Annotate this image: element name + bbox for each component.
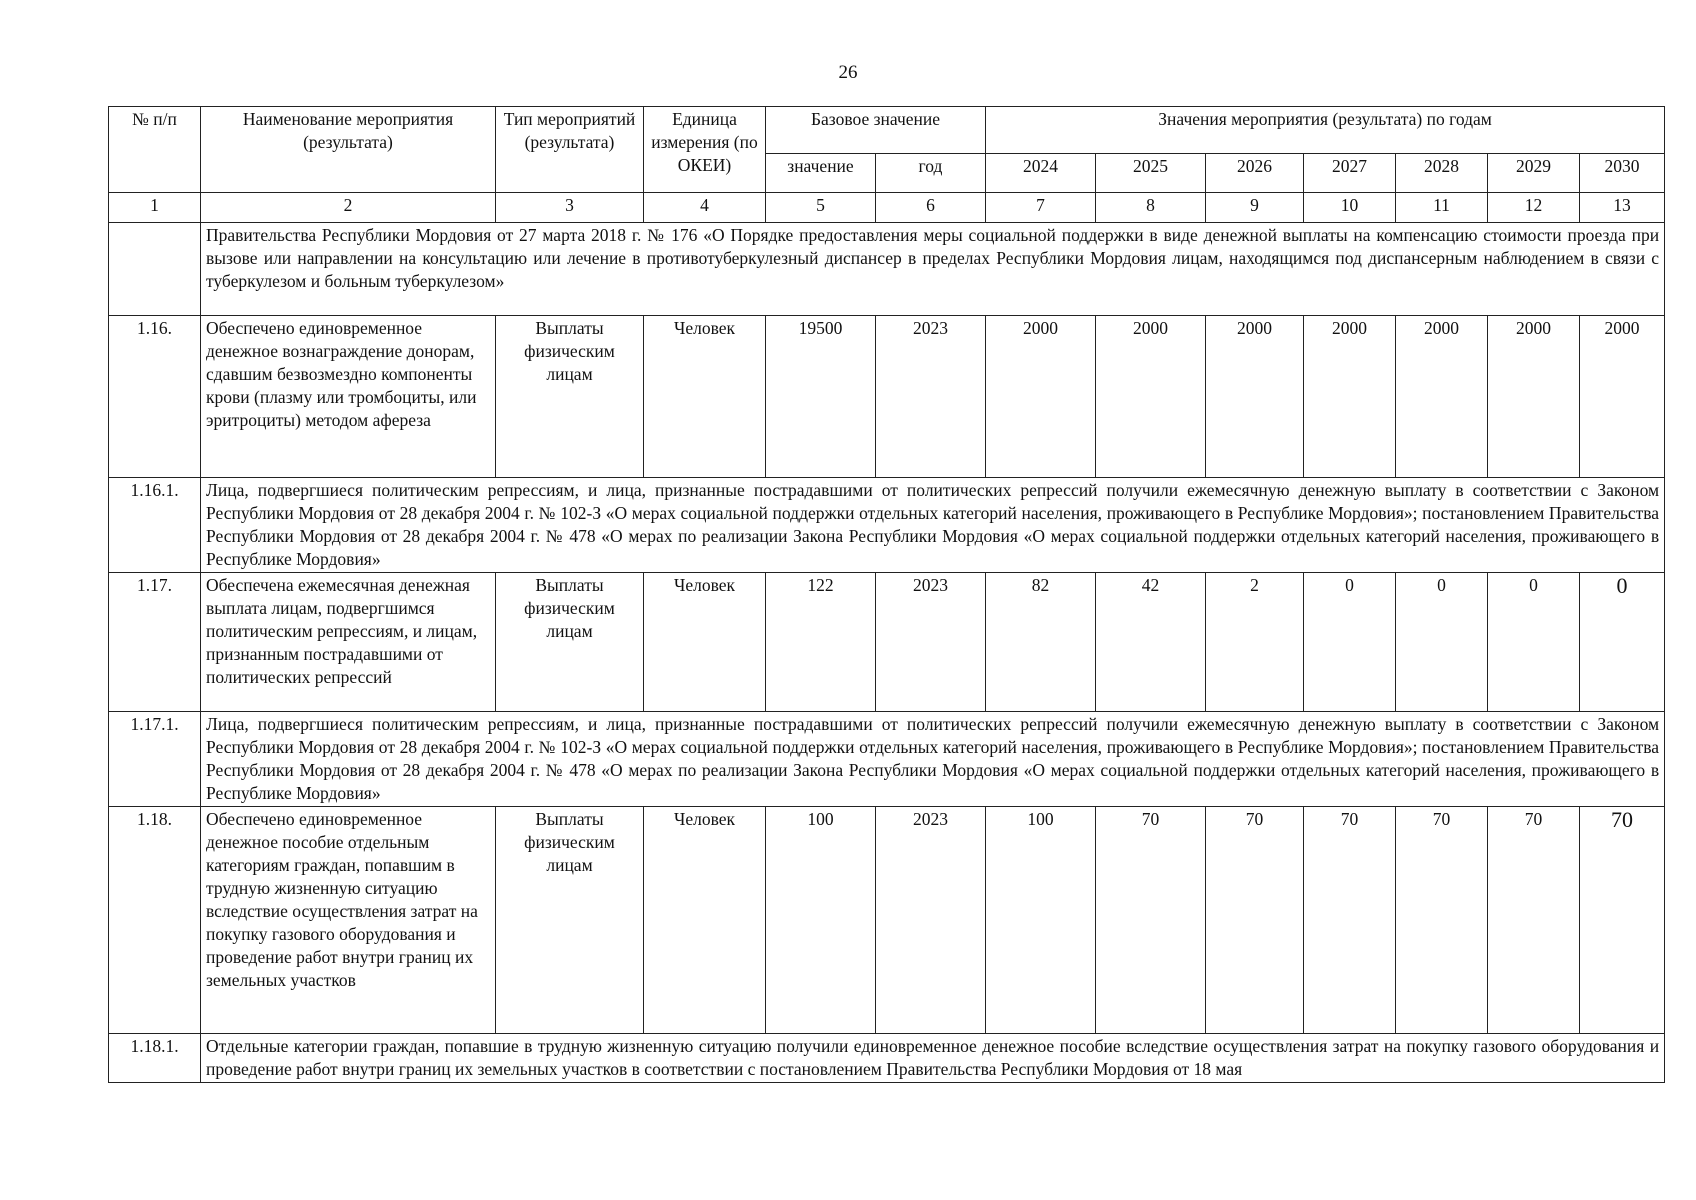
header-years-title: Значения мероприятия (результата) по годам bbox=[986, 107, 1665, 154]
header-name: Наименование мероприятия (результата) bbox=[201, 107, 496, 193]
row-year-value: 70 bbox=[1304, 807, 1396, 1034]
table-row bbox=[109, 807, 1665, 1034]
row-name: Обеспечена ежемесячная денежная выплата лицам, подвергшимся политическим репрессиям, и лицам, признанным пострадавшими от политических репрессий bbox=[201, 573, 496, 712]
column-number: 4 bbox=[644, 193, 766, 223]
row-type: Выплаты физическим лицам bbox=[496, 573, 644, 712]
row-year-value: 70 bbox=[1488, 807, 1580, 1034]
row-year-value: 0 bbox=[1580, 573, 1665, 712]
column-number: 9 bbox=[1206, 193, 1304, 223]
row-type: Выплаты физическим лицам bbox=[496, 316, 644, 478]
column-numbers-row bbox=[109, 193, 1665, 223]
row-year-value: 2000 bbox=[1396, 316, 1488, 478]
row-base-value: 100 bbox=[766, 807, 876, 1034]
row-unit: Человек bbox=[644, 316, 766, 478]
row-year-value: 2000 bbox=[1304, 316, 1396, 478]
row-base-value: 19500 bbox=[766, 316, 876, 478]
header-year: 2028 bbox=[1396, 154, 1488, 193]
header-year: 2030 bbox=[1580, 154, 1665, 193]
row-year-value: 70 bbox=[1096, 807, 1206, 1034]
header-type: Тип мероприятий (результата) bbox=[496, 107, 644, 193]
header-year: 2026 bbox=[1206, 154, 1304, 193]
row-year-value: 2000 bbox=[1096, 316, 1206, 478]
header-base-year: год bbox=[876, 154, 986, 193]
header-year: 2025 bbox=[1096, 154, 1206, 193]
header-year: 2027 bbox=[1304, 154, 1396, 193]
column-number: 2 bbox=[201, 193, 496, 223]
column-number: 7 bbox=[986, 193, 1096, 223]
column-number: 6 bbox=[876, 193, 986, 223]
column-number: 11 bbox=[1396, 193, 1488, 223]
row-year-value: 2000 bbox=[1488, 316, 1580, 478]
column-number: 13 bbox=[1580, 193, 1665, 223]
column-number: 1 bbox=[109, 193, 201, 223]
continuation-row bbox=[109, 223, 1665, 316]
column-number: 12 bbox=[1488, 193, 1580, 223]
result-text: Лица, подвергшиеся политическим репрессиям, и лица, признанные пострадавшими от политических репрессий получили ежемесячную денежную выплату в соответствии с Законом Республики Мордовия от 28 декабря 2004 г. № 102-З «О мерах социальной поддержки отдельных категорий населения, проживающего в Республике Мордовия»; постановлением Правительства Республики Мордовия от 28 декабря 2004 г. № 478 «О мерах по реализации Закона Республики Мордовия «О мерах социальной поддержки отдельных категорий населения, проживающего в Республике Мордовия» bbox=[201, 478, 1665, 573]
result-num: 1.17.1. bbox=[109, 712, 201, 807]
row-unit: Человек bbox=[644, 807, 766, 1034]
row-unit: Человек bbox=[644, 573, 766, 712]
row-year-value: 0 bbox=[1396, 573, 1488, 712]
header-row bbox=[109, 107, 1665, 154]
continuation-num-cell bbox=[109, 223, 201, 316]
table-row bbox=[109, 573, 1665, 712]
row-year-value: 70 bbox=[1396, 807, 1488, 1034]
result-row bbox=[109, 478, 1665, 573]
result-num: 1.16.1. bbox=[109, 478, 201, 573]
row-year-value: 2000 bbox=[1580, 316, 1665, 478]
row-year-value: 82 bbox=[986, 573, 1096, 712]
result-num: 1.18.1. bbox=[109, 1034, 201, 1083]
column-number: 8 bbox=[1096, 193, 1206, 223]
row-year-value: 2000 bbox=[986, 316, 1096, 478]
column-number: 10 bbox=[1304, 193, 1396, 223]
page-number: 26 bbox=[838, 62, 858, 83]
row-num: 1.18. bbox=[109, 807, 201, 1034]
row-base-year: 2023 bbox=[876, 573, 986, 712]
row-year-value: 0 bbox=[1304, 573, 1396, 712]
row-year-value: 2000 bbox=[1206, 316, 1304, 478]
row-type: Выплаты физическим лицам bbox=[496, 807, 644, 1034]
header-year: 2029 bbox=[1488, 154, 1580, 193]
result-row bbox=[109, 712, 1665, 807]
row-num: 1.16. bbox=[109, 316, 201, 478]
row-year-value: 0 bbox=[1488, 573, 1580, 712]
column-number: 3 bbox=[496, 193, 644, 223]
row-base-year: 2023 bbox=[876, 316, 986, 478]
header-unit: Единица измерения (по ОКЕИ) bbox=[644, 107, 766, 193]
row-base-year: 2023 bbox=[876, 807, 986, 1034]
header-year: 2024 bbox=[986, 154, 1096, 193]
result-text: Лица, подвергшиеся политическим репрессиям, и лица, признанные пострадавшими от политических репрессий получили ежемесячную денежную выплату в соответствии с Законом Республики Мордовия от 28 декабря 2004 г. № 102-З «О мерах социальной поддержки отдельных категорий населения, проживающего в Республике Мордовия»; постановлением Правительства Республики Мордовия от 28 декабря 2004 г. № 478 «О мерах по реализации Закона Республики Мордовия «О мерах социальной поддержки отдельных категорий населения, проживающего в Республике Мордовия» bbox=[201, 712, 1665, 807]
column-number: 5 bbox=[766, 193, 876, 223]
row-year-value: 70 bbox=[1580, 807, 1665, 1034]
row-year-value: 100 bbox=[986, 807, 1096, 1034]
table-row bbox=[109, 316, 1665, 478]
header-num: № п/п bbox=[109, 107, 201, 193]
row-year-value: 70 bbox=[1206, 807, 1304, 1034]
result-text: Отдельные категории граждан, попавшие в трудную жизненную ситуацию получили единовременное денежное пособие вследствие осуществления затрат на покупку газового оборудования и проведение работ внутри границ их земельных участков в соответствии с постановлением Правительства Республики Мордовия от 18 мая bbox=[201, 1034, 1665, 1083]
continuation-text: Правительства Республики Мордовия от 27 марта 2018 г. № 176 «О Порядке предоставления меры социальной поддержки в виде денежной выплаты на компенсацию стоимости проезда при вызове или направлении на консультацию или лечение в противотуберкулезный диспансер в пределах Республики Мордовия лицам, находящимся под диспансерным наблюдением в связи с туберкулезом и больным туберкулезом» bbox=[201, 223, 1665, 316]
result-row bbox=[109, 1034, 1665, 1083]
row-year-value: 2 bbox=[1206, 573, 1304, 712]
row-year-value: 42 bbox=[1096, 573, 1206, 712]
header-base: Базовое значение bbox=[766, 107, 986, 154]
row-name: Обеспечено единовременное денежное пособие отдельным категориям граждан, попавшим в трудную жизненную ситуацию вследствие осуществления затрат на покупку газового оборудования и проведение работ внутри границ их земельных участков bbox=[201, 807, 496, 1034]
row-base-value: 122 bbox=[766, 573, 876, 712]
header-base-value: значение bbox=[766, 154, 876, 193]
measures-table bbox=[108, 106, 1665, 1083]
row-name: Обеспечено единовременное денежное вознаграждение донорам, сдавшим безвозмездно компоненты крови (плазму или тромбоциты, или эритроциты) методом афереза bbox=[201, 316, 496, 478]
row-num: 1.17. bbox=[109, 573, 201, 712]
